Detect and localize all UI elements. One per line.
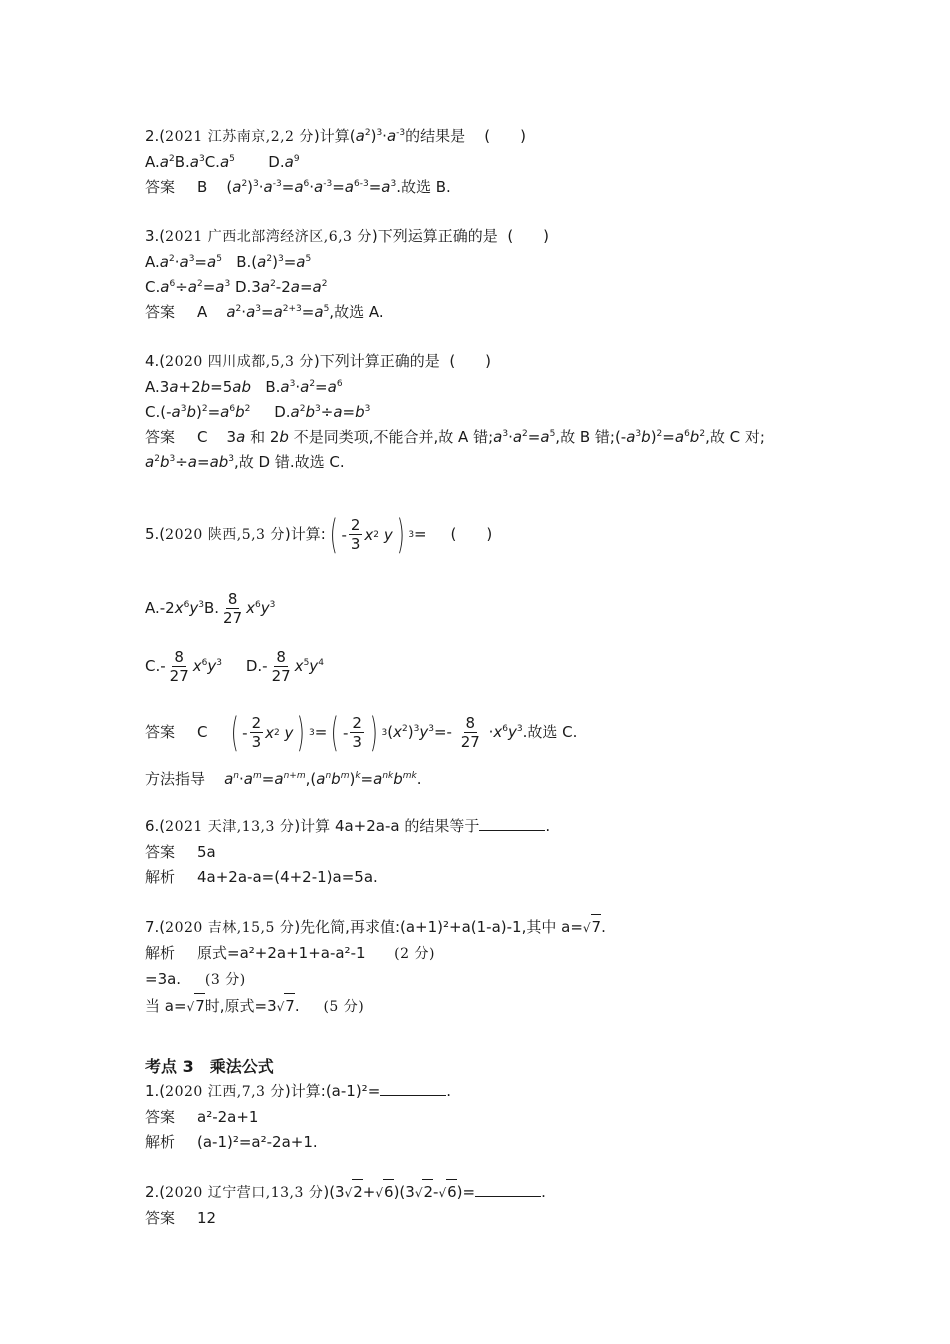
q5-method: 方法指导 $a^n\cdot a^m=a^{n+m},(a^nb^m)^k=a^{nk}b^{mk}$. — [145, 770, 422, 788]
q3-stem: 3.(2021 广西北部湾经济区,6,3 分)下列运算正确的是 ( ) — [145, 227, 550, 245]
q4-answer: 答案 C 3a 和 2b 不是同类项,不能合并,故 A 错$;a^3\cdot a^2=a^5$,故 B 错$;(-a^3b)^2=a^6b^2$,故 C 对; — [145, 428, 765, 446]
q6-answer: 答案 5a — [145, 843, 216, 861]
q3-options-2: $C.a^6\div a^2=a^3$ $D.3a^2-2a=a^2$ — [145, 278, 328, 296]
q4-answer-cont: $a^2b^3\div a=ab^3$,故 D 错.故选 C. — [145, 453, 345, 471]
q7-step2: =3a. (3 分) — [145, 970, 246, 988]
q6-analysis: 解析 4a+2a-a=(4+2-1)a=5a. — [145, 868, 378, 886]
q5-options-2: C.- $\frac{8}{27}$ $x^6y^3$ D.- $\frac{8}{27}$ $x^5y^4$ — [145, 648, 324, 685]
q2-answer: 答案 B $(a^2)^3\cdot a^{-3}=a^6\cdot a^{-3}=a^{6-3}=a^3$.故选 B. — [145, 178, 451, 196]
section-heading: 考点 3 乘法公式 — [145, 1057, 274, 1076]
q2-source: 2021 江苏南京,2,2 分 — [165, 129, 314, 145]
document-page — [145, 124, 825, 1231]
q7-step3: 当 a=√7时,原式=3√7. (5 分) — [145, 993, 825, 1020]
q2-stem: 2.(2021 江苏南京,2,2 分)计算$(a^2)^3\cdot a^{-3}$的结果是 ( ) — [145, 127, 526, 145]
q6-blank — [479, 816, 545, 831]
s1-answer: 答案 a²-2a+1 — [145, 1108, 259, 1126]
s2-stem: 2.(2020 辽宁营口,13,3 分)(3√2+√6)(3√2-√6)= . — [145, 1179, 825, 1206]
q5-answer: 答案 C ( - $\frac{2}{3}$ x 2 y ) 3 = ( - $\frac{2}{3}$ ) 3 $(x^2)^3y^3=-$ $\frac{8}{27}$ $\cdot x^6y^3$.故选 C. — [145, 709, 578, 756]
s2-answer: 答案 12 — [145, 1209, 217, 1227]
q3-answer: 答案 A $a^2\cdot a^3=a^{2+3}=a^5$,故选 A. — [145, 303, 384, 321]
q4-options-1: A.3a+2b=5ab $B.a^3\cdot a^2=a^6$ — [145, 378, 343, 396]
s2-blank — [475, 1182, 541, 1197]
q4-stem: 4.(2020 四川成都,5,3 分)下列计算正确的是 ( ) — [145, 352, 492, 370]
q5-source: 2020 陕西,5,3 分 — [165, 527, 285, 543]
q2-options: $A.a^2B.a^3C.a^5$ $D.a^9$ — [145, 153, 300, 171]
q3-source: 2021 广西北部湾经济区,6,3 分 — [165, 229, 372, 245]
q7-stem: 7.(2020 吉林,15,5 分)先化简,再求值:(a+1)²+a(1-a)-1,其中 a=√7. — [145, 914, 825, 941]
s2-source: 2020 辽宁营口,13,3 分 — [165, 1185, 324, 1201]
s1-stem: 1.(2020 江西,7,3 分)计算:(a-1)²= . — [145, 1082, 452, 1100]
q4-source: 2020 四川成都,5,3 分 — [165, 354, 314, 370]
q7-step1: 解析 原式=a²+2a+1+a-a²-1 (2 分) — [145, 944, 435, 962]
q7-source: 2020 吉林,15,5 分 — [165, 920, 295, 936]
q4-options-2: $C.(-a^3b)^2=a^6b^2$ $D.a^2b^3\div a=b^3$ — [145, 403, 371, 421]
s1-source: 2020 江西,7,3 分 — [165, 1084, 285, 1100]
q5-options-1: $A.-2x^6y^3B$. $\frac{8}{27}$ $x^6y^3$ — [145, 590, 276, 627]
q6-source: 2021 天津,13,3 分 — [165, 819, 295, 835]
s1-blank — [380, 1081, 446, 1096]
q5-stem: 5.(2020 陕西,5,3 分)计算: ( - $\frac{2}{3}$ x 2 y ) 3 = ( ) — [145, 511, 493, 558]
q3-options-1: $A.a^2\cdot a^3=a^5$ $B.(a^2)^3=a^5$ — [145, 253, 312, 271]
s1-analysis: 解析 (a-1)²=a²-2a+1. — [145, 1133, 318, 1151]
q6-stem: 6.(2021 天津,13,3 分)计算 4a+2a-a 的结果等于 . — [145, 817, 551, 835]
